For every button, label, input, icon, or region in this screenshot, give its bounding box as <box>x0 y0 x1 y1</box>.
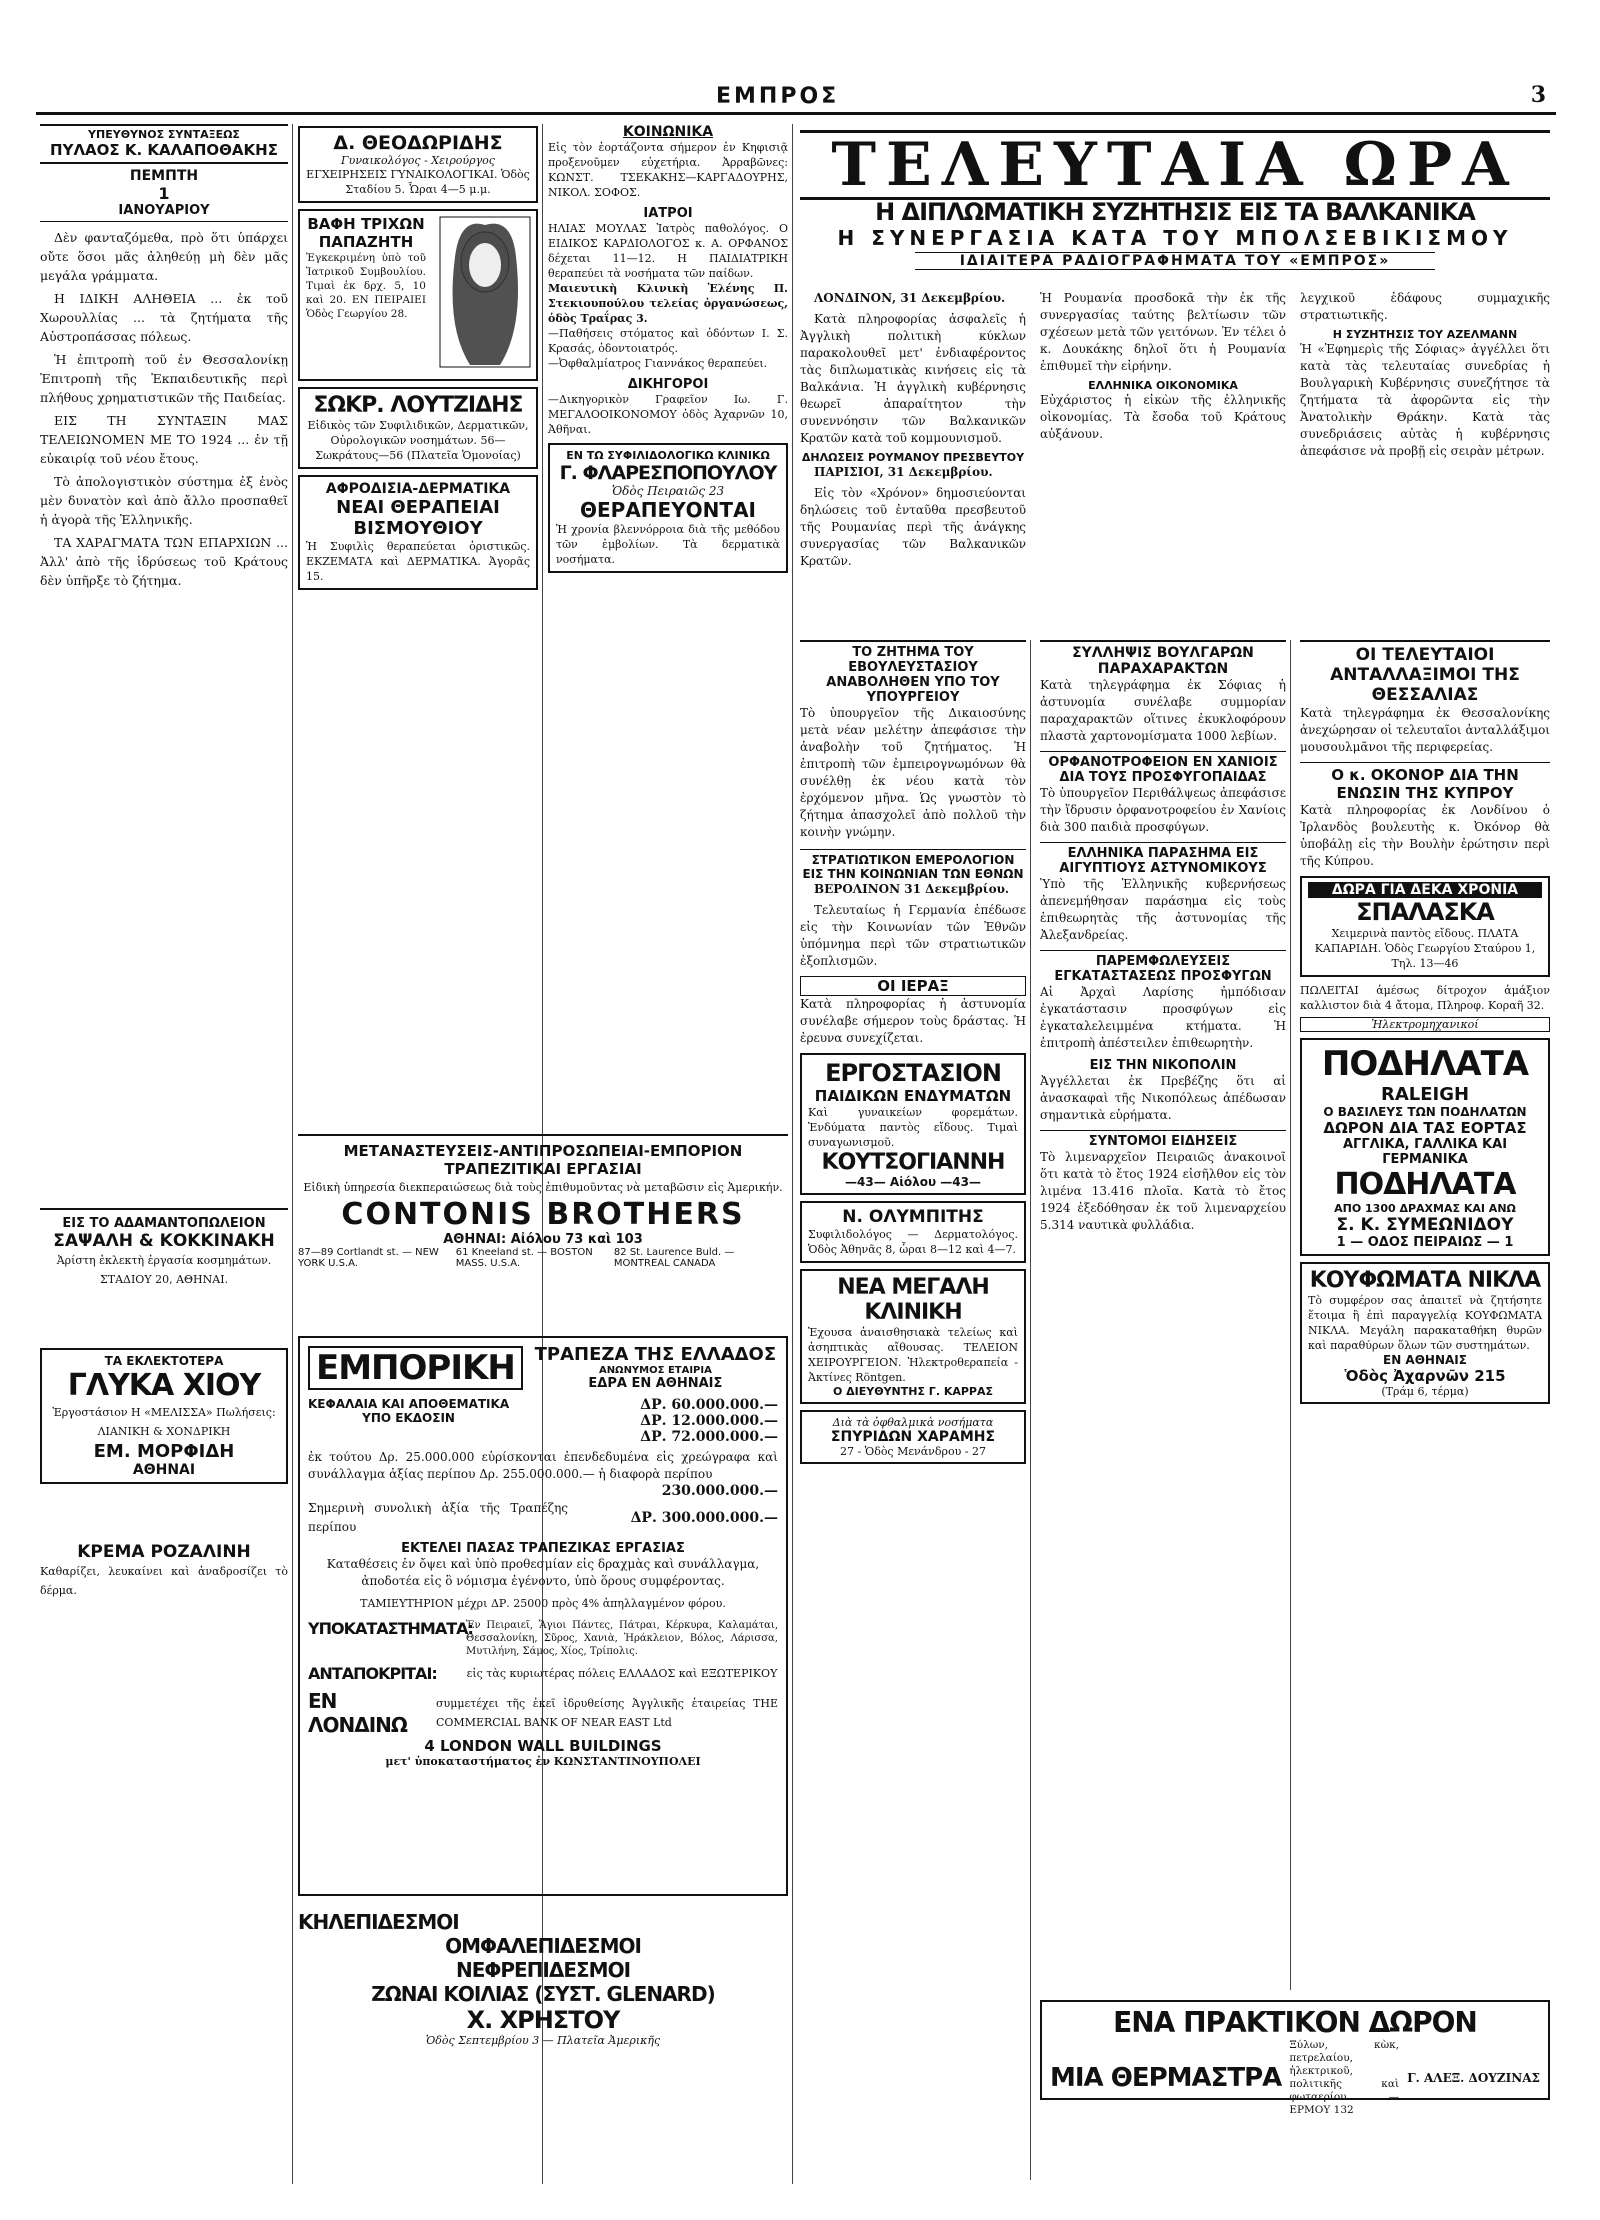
ad-body: Καὶ γυναικείων φορεμάτων. Ἐνδύματα παντὸς εἴδους. Τιμαὶ συναγωνισμοῦ. <box>808 1106 1018 1149</box>
hair-dye-ad <box>298 209 538 381</box>
eye-line: —Ὀφθαλμίατρος Γιαννάκος θεραπεύει. <box>548 357 768 370</box>
ad-title: ΑΦΡΟΔΙΣΙΑ-ΔΕΡΜΑΤΙΚΑ <box>325 481 511 497</box>
ad-address: Ὁδὸς Ἀχαρνῶν 215 <box>1344 1367 1506 1385</box>
london-address: 4 LONDON WALL BUILDINGS <box>424 1737 662 1755</box>
ad-brand: RALEIGH <box>1380 1084 1470 1105</box>
savings-line: ΤΑΜΙΕΥΤΗΡΙΟΝ μέχρι ΔΡ. 25000 πρὸς 4% ἀπηλλαγμένον φόρου. <box>360 1597 726 1610</box>
capital-row <box>308 1397 778 1445</box>
paragraph: Κατὰ πληροφορίας ἀσφαλεῖς ἡ Ἀγγλικὴ πολιτικὴ κύκλων παρακολουθεῖ μετ' ἐνδιαφέροντος τὰς διπλωματικὰς κινήσεις εἰς τὰ Βαλκάνια. Ἡ ἀγγλικὴ κυβέρνησις θεωρεῖ ἀπαραίτητον τὴν συνεννόησιν τῶν Βαλκανικῶν Κρατῶν κατὰ τοῦ κομμουνισμοῦ. <box>800 312 1026 445</box>
ad-body: Ξύλων, κὼκ, πετρελαίου, ἠλεκτρικοῦ, πολιτικῆς καὶ φωταερίου — ΕΡΜΟΥ 132 <box>1289 2039 1400 2116</box>
headline-2: Η ΣΥΝΕΡΓΑΣΙΑ ΚΑΤΑ ΤΟΥ ΜΠΟΛΣΕΒΙΚΙΣΜΟΥ <box>837 226 1513 250</box>
lawyers-title: ΔΙΚΗΓΟΡΟΙ <box>627 377 709 392</box>
editor-name: ΠΥΛΑΟΣ Κ. ΚΑΛΑΠΟΘΑΚΗΣ <box>40 141 288 164</box>
last-hour-col-1 <box>800 290 1026 630</box>
ad-title: ΚΟΥΦΩΜΑΤΑ ΝΙΚΛΑ <box>1309 1268 1541 1293</box>
clothing-factory-ad <box>800 1053 1026 1195</box>
news-title: ΠΑΡΕΜΦΩΛΕΥΣΕΙΣ ΕΓΚΑΤΑΣΤΑΣΕΩΣ ΠΡΟΣΦΥΓΩΝ <box>1040 950 1286 984</box>
news-body: Ἀγγέλλεται ἐκ Πρεβέζης ὅτι αἱ ἀνασκαφαὶ τῆς Νικοπόλεως ἀπέδωσαν σημαντικὰ εὑρήματα. <box>1040 1074 1286 1122</box>
london-row <box>308 1689 778 1737</box>
correspondents-body: εἰς τὰς κυριωτέρας πόλεις ΕΛΛΑΔΟΣ καὶ ΕΞΩΤΕΡΙΚΟΥ <box>466 1667 778 1680</box>
bank-para: ἐκ τούτου Δρ. 25.000.000 εὑρίσκονται ἐπενδεδυμένα εἰς χρεώγραφα καὶ συνάλλαγμα ἀξίας περίπου Δρ. 255.000.000.— ἡ διαφορὰ περίπου <box>308 1450 778 1481</box>
bicycles-ad <box>1300 1038 1550 1256</box>
ad-city: ΑΘΗΝΑΙ <box>132 1462 196 1478</box>
belt-seller: Χ. ΧΡΗΣΤΟΥ <box>466 2006 620 2034</box>
news-column-b <box>1040 640 1286 1980</box>
capital-sub: ΥΠΟ ΕΚΔΟΣΙΝ <box>362 1411 455 1425</box>
paragraph: Ἡ ἐπιτροπὴ τοῦ ἐν Θεσσαλονίκῃ Ἐπιτροπὴ τῆς Ἐκπαιδευτικῆς περὶ πλήθους χρηματιστικῶν τῆς Παιδείας. <box>40 352 288 405</box>
cream-ad <box>40 1542 288 1600</box>
ad-title: ΕΝΑ ΠΡΑΚΤΙΚΟΝ ΔΩΡΟΝ <box>1113 2006 1477 2039</box>
date-month: ΙΑΝΟΥΑΡΙΟΥ <box>40 203 288 222</box>
ad-body: Ἐχουσα ἀναισθησιακὰ τελείως καὶ ἀσηπτικὰς αἴθουσας. ΤΕΛΕΙΟΝ ΧΕΙΡΟΥΡΓΕΙΟΝ. Ἠλεκτροθεραπεία - Ἀκτίνες Röntgen. <box>808 1326 1018 1384</box>
dateline: ΠΑΡΙΣΙΟΙ, 31 Δεκεμβρίου. <box>814 465 993 479</box>
dateline: ΛΟΝΔΙΝΟΝ, 31 Δεκεμβρίου. <box>814 291 1006 305</box>
news-body: Τὸ ὑπουργεῖον τῆς Δικαιοσύνης μετὰ νέαν μελέτην ἀπεφάσισε τὴν ἀναβολὴν τοῦ ζητήματος. Ἡ ἐπιτροπὴ τῶν ἐμπειρογνωμόνων θὰ συνέλθῃ ἐκ νέου κατὰ τὸν ἐρχόμενον μῆνα. Ὡς γνωστὸν τὸ ζήτημα ἀπασχολεῖ ἀπὸ πολλοῦ τὴν κοινὴν γνώμην. <box>800 706 1026 839</box>
paragraph: Η ΙΔΙΚΗ ΑΛΗΘΕΙΑ ... ἐκ τοῦ Χωρουλλίας ... τὰ ζητήματα τῆς Αὐστροπάσσας πόλεως. <box>40 291 288 344</box>
ad-director: Ο ΔΙΕΥΘΥΝΤΗΣ Γ. ΚΑΡΡΑΣ <box>832 1385 994 1398</box>
paragraph: ΤΑ ΧΑΡΑΓΜΑΤΑ ΤΩΝ ΕΠΑΡΧΙΩΝ ... Ἀλλ' ἀπὸ τῆς ἱδρύσεως τοῦ Κράτους δὲν ὑπῆρξε τὸ ζήτημα. <box>40 535 288 588</box>
paragraph: Τὸ ἀπολογιστικὸν σύστημα ἐξ ἐνὸς μὲν δυνατὸν καὶ ἀπὸ ἄλλο προσπαθεῖ ἡ ἀγορὰ τῆς Ἑλληνικῆς. <box>40 474 288 527</box>
headline-1: Η ΔΙΠΛΩΜΑΤΙΚΗ ΣΥΖΗΤΗΣΙΣ ΕΙΣ ΤΑ ΒΑΛΚΑΝΙΚΑ <box>875 198 1475 226</box>
doctor-name: Δ. ΘΕΟΔΩΡΙΔΗΣ <box>333 132 503 154</box>
ad-body: Ἐγκεκριμένη ὑπὸ τοῦ Ἰατρικοῦ Συμβουλίου. Τιμαὶ ἐκ δρχ. 5, 10 καὶ 20. ΕΝ ΠΕΙΡΑΙΕΙ Ὁδὸς Γεωργίου 28. <box>306 252 426 320</box>
branch-addresses <box>298 1247 788 1269</box>
ad-title: Ν. ΟΛΥΜΠΙΤΗΣ <box>842 1207 984 1227</box>
ad-title: ΝΕΑ ΜΕΓΑΛΗ ΚΛΙΝΙΚΗ <box>837 1275 989 1325</box>
branch-ny: 87—89 Cortlandt st. — NEW YORK U.S.A. <box>298 1247 439 1269</box>
ad-title: ΕΙΣ ΤΟ ΑΔΑΜΑΝΤΟΠΩΛΕΙΟΝ <box>62 1216 266 1231</box>
belts-ad <box>298 1910 788 2100</box>
banner-text: ΤΕΛΕΥΤΑΙΑ ΩΡΑ <box>831 130 1519 200</box>
news-body: Κατὰ πληροφορίας ἡ ἀστυνομία συνέλαβε σήμερον τοὺς δράστας. Ἡ ἐρευνα συνεχίζεται. <box>800 997 1026 1045</box>
ad-subtitle: ΘΕΡΑΠΕΥΟΝΤΑΙ <box>580 498 756 522</box>
ad-title: ΚΡΕΜΑ ΡΟΖΑΛΙΝΗ <box>77 1542 251 1562</box>
ad-address: 1 — ΟΔΟΣ ΠΕΙΡΑΙΩΣ — 1 <box>1336 1235 1514 1250</box>
column-divider <box>1030 640 1031 2180</box>
last-hour-col-2 <box>1040 290 1286 630</box>
ad-body: Ἡ χρονία βλεννόρροια διὰ τῆς μεθόδου τῶν ἐμβολίων. Τὰ δερματικὰ νοσήματα. <box>556 523 780 566</box>
amount: ΔΡ. 300.000.000.— <box>630 1510 778 1526</box>
last-hour-col-3 <box>1300 290 1550 630</box>
ad-title: ΜΕΤΑΝΑΣΤΕΥΣΕΙΣ-ΑΝΤΙΠΡΟΣΩΠΕΙΑΙ-ΕΜΠΟΡΙΟΝ <box>343 1142 743 1160</box>
ad-title: Διὰ τὰ ὀφθαλμικὰ νοσήματα <box>832 1416 994 1429</box>
capital-label: ΚΕΦΑΛΑΙΑ ΚΑΙ ΑΠΟΘΕΜΑΤΙΚΑ <box>308 1397 510 1411</box>
ad-body: ΑΓΓΛΙΚΑ, ΓΑΛΛΙΚΑ ΚΑΙ ΓΕΡΜΑΝΙΚΑ <box>1342 1137 1508 1167</box>
bank-header <box>308 1344 778 1391</box>
bank-ad <box>298 1336 788 1896</box>
ad-body: Χειμερινὰ παντὸς εἴδους. ΠΛΑΤΑ ΚΑΠΑΡΙΔΗ. Ὁδὸς Γεωργίου Σταύρου 1, Τηλ. 13—46 <box>1314 927 1536 970</box>
gynecologist-ad <box>298 126 538 203</box>
sale-notice: ΠΩΛΕΙΤΑΙ ἀμέσως δίτροχον ἁμάξιον καλλιστον διὰ 4 ἄτομα, Πληροφ. Κοραῆ 32. <box>1300 984 1550 1012</box>
olympitis-ad <box>800 1201 1026 1263</box>
belt-address: Ὁδὸς Σεπτεμβρίου 3 — Πλατεῖα Ἀμερικῆς <box>425 2034 661 2047</box>
syphilis-clinic-ad <box>548 443 788 573</box>
date-number: 1 <box>158 184 170 203</box>
branch-boston: 61 Kneeland st. — BOSTON MASS. U.S.A. <box>455 1247 593 1269</box>
ad-gift: ΔΩΡΟΝ ΔΙΑ ΤΑΣ ΕΟΡΤΑΣ <box>1323 1119 1527 1137</box>
amount: ΔΡ. 12.000.000.— <box>640 1413 778 1429</box>
emigration-ad <box>298 1128 788 1328</box>
news-title: ΣΤΡΑΤΙΩΤΙΚΟΝ ΕΜΕΡΟΛΟΓΙΟΝ ΕΙΣ ΤΗΝ ΚΟΙΝΩΝΙΑΝ ΤΩΝ ΕΘΝΩΝ <box>800 849 1026 881</box>
doctors-title: ΙΑΤΡΟΙ <box>643 206 693 221</box>
doctor-specialty: Γυναικολόγος - Χειρούργος <box>341 154 495 167</box>
doctor-name: ΣΩΚΡ. ΛΟΥΤΖΙΔΗΣ <box>313 393 523 418</box>
ad-agent: ΕΜ. ΜΟΡΦΙΔΗ <box>93 1441 235 1462</box>
news-body: Ὑπὸ τῆς Ἑλληνικῆς κυβερνήσεως ἀπενεμήθησαν παράσημα εἰς τοὺς ἐπιθεωρητὰς τῆς ἀστυνομίας τῆς Ἀλεξανδρείας. <box>1040 877 1286 942</box>
subhead: ΕΛΛΗΝΙΚΑ ΟΙΚΟΝΟΜΙΚΑ <box>1088 379 1238 392</box>
paper-name: ΕΜΠΡΟΣ <box>716 84 840 109</box>
woman-portrait-icon <box>440 217 530 367</box>
column-divider <box>292 124 293 2184</box>
dateline: ΒΕΡΟΛΙΝΟΝ 31 Δεκεμβρίου. <box>814 882 1010 896</box>
dentist-line: —Παθήσεις στόματος καὶ ὀδόντων Ι. Σ. Κρασάς, ὀδοντοιατρός. <box>548 327 788 355</box>
belt-line: ΝΕΦΡΕΠΙΔΕΣΜΟΙ <box>455 1958 631 1982</box>
masthead-rule <box>36 112 1556 115</box>
bank-hq: ΕΔΡΑ ΕΝ ΑΘΗΝΑΙΣ <box>588 1376 723 1391</box>
ad-address: 27 - Ὁδὸς Μενάνδρου - 27 <box>840 1445 986 1458</box>
social-body: Εἰς τὸν ἑορτάζοντα σήμερον ἐν Κηφισιᾷ προξενοῦμεν εὐχετήρια. Ἀρραβῶνες: ΚΩΝΣΤ. ΤΣΕΚΑΚΗΣ—ΚΑΡΓΑΔΟΥΡΗΣ, ΝΙΚΟΛ. ΣΟΦΟΣ. <box>548 141 788 199</box>
news-body <box>800 881 1026 970</box>
venereal-ad <box>298 475 538 590</box>
nickel-windows-ad <box>1300 1262 1550 1404</box>
ad-title: ΠΟΔΗΛΑΤΑ <box>1321 1044 1529 1084</box>
ad-body: Καθαρίζει, λευκαίνει καὶ ἀναδροσίζει τὸ δέρμα. <box>40 1565 288 1597</box>
bank-operations-body: Καταθέσεις ἐν ὄψει καὶ ὑπὸ προθεσμίαν εἰς δραχμὰς καὶ συνάλλαγμα, ἀποδοτέα εἰς ὃ νόμισμα ἐγένοντο, ὑπὸ ὅρους συμφέροντας. <box>326 1557 760 1588</box>
ad-subtitle: ΝΕΑΙ ΘΕΡΑΠΕΙΑΙ <box>336 497 500 518</box>
news-title: ΕΛΛΗΝΙΚΑ ΠΑΡΑΣΗΜΑ ΕΙΣ ΑΙΓΥΠΤΙΟΥΣ ΑΣΤΥΝΟΜΙΚΟΥΣ <box>1040 842 1286 876</box>
right-column <box>1300 640 1550 1990</box>
london-body: συμμετέχει τῆς ἐκεῖ ἱδρυθείσης Ἀγγλικῆς ἑταιρείας THE COMMERCIAL BANK OF NEAR EAST Ltd <box>436 1697 778 1729</box>
headline-3: ΙΔΙΑΙΤΕΡΑ ΡΑΔΙΟΓΡΑΦΗΜΑΤΑ ΤΟΥ «ΕΜΠΡΟΣ» <box>915 252 1435 270</box>
dermatologist-ad <box>298 387 538 469</box>
news-column-a <box>800 640 1026 2180</box>
ophthalmologist-ad <box>800 1410 1026 1464</box>
capital-labels <box>308 1397 509 1445</box>
ad-body: Συφιλιδολόγος — Δερματολόγος. Ὁδὸς Ἀθηνᾶς 8, ὧραι 8—12 καὶ 4—7. <box>808 1228 1018 1256</box>
paragraph: Δὲν φανταζόμεθα, πρὸ ὅτι ὑπάρχει οὔτε ὅσοι μᾶς ἀληθεύῃ μὴ δὲν μᾶς μεγάλα γράμματα. <box>40 230 288 283</box>
column-2 <box>298 124 538 1144</box>
jeweler-ad <box>40 1202 288 1289</box>
correspondents-label: ΑΝΤΑΠΟΚΡΙΤΑΙ: <box>308 1664 437 1683</box>
deposits-row <box>308 1499 778 1537</box>
london-label: ΕΝ ΛΟΝΔΙΝΩ <box>308 1689 407 1737</box>
ad-title: ΕΡΓΟΣΤΑΣΙΟΝ <box>825 1059 1001 1087</box>
company-address: ΑΘΗΝΑΙ: Αἰόλου 73 καὶ 103 <box>443 1232 643 1247</box>
news-body: Τὸ ὑπουργεῖον Περιθάλψεως ἀπεφάσισε τὴν ἵδρυσιν ὀρφανοτροφείου ἐν Χανίοις διὰ 300 παιδιὰ προσφύγων. <box>1040 786 1286 834</box>
correspondents-row <box>308 1664 778 1683</box>
amount: ΔΡ. 72.000.000.— <box>640 1429 778 1445</box>
column-3 <box>548 124 788 1144</box>
belt-line: ΖΩΝΑΙ ΚΟΙΛΙΑΣ (ΣΥΣΤ. GLENARD) <box>371 1982 715 2006</box>
heater-row <box>1050 2039 1540 2117</box>
gifts-ad <box>1300 876 1550 977</box>
ad-name: Γ. ΑΛΕΞ. ΔΟΥΖΙΝΑΣ <box>1407 2071 1540 2085</box>
branches-list: Ἐν Πειραιεῖ, Ἅγιοι Πάντες, Πάτραι, Κέρκυρα, Καλαμάται, Θεσσαλονίκη, Σῦρος, Χανιὰ, Ἡράκλειον, Βόλος, Λάρισσα, Μυτιλήνη, Σάμος, Χίος, Τρίπολις. <box>466 1620 778 1657</box>
last-hour-banner <box>800 130 1550 200</box>
electricians-label: Ἠλεκτρομηχανικοί <box>1300 1017 1550 1032</box>
ad-city: ΕΝ ΑΘΗΝΑΙΣ <box>1383 1353 1467 1367</box>
editorial-text <box>40 228 288 590</box>
ad-price: ΑΠΟ 1300 ΔΡΑΧΜΑΣ ΚΑΙ ΑΝΩ <box>1334 1202 1516 1215</box>
day-name: ΠΕΜΠΤΗ <box>129 168 199 184</box>
heater-ad <box>1040 2000 1550 2116</box>
ad-dealer: Σ. Κ. ΣΥΜΕΩΝΙΔΟΥ <box>1336 1215 1514 1235</box>
column-divider <box>1290 640 1291 1990</box>
paragraph: λεγχικοῦ ἐδάφους συμμαχικῆς στρατιωτικῆς. <box>1300 291 1550 322</box>
last-hour-heads <box>800 198 1550 278</box>
ad-subtitle: ΤΡΑΠΕΖΙΤΙΚΑΙ ΕΡΓΑΣΙΑΙ <box>444 1160 642 1178</box>
bank-full-name: ΤΡΑΠΕΖΑ ΤΗΣ ΕΛΛΑΔΟΣ <box>534 1344 777 1365</box>
london-const: μετ' ὑποκαταστήματος ἐν ΚΩΝΣΤΑΝΤΙΝΟΥΠΟΛΕΙ <box>385 1755 701 1768</box>
ad-subtitle: ΜΙΑ ΘΕΡΜΑΣΤΡΑ <box>1050 2063 1282 2093</box>
divider <box>40 1208 288 1210</box>
clinic-line: Μαιευτικὴ Κλινικὴ Ἑλένης Π. Στεκιουπούλου τελείας ὀργανώσεως, ὁδὸς Τραΐρας 3. <box>548 282 788 325</box>
bank-title-group <box>533 1344 778 1391</box>
news-title: Ο κ. ΟΚΟΝΟΡ ΔΙΑ ΤΗΝ ΕΝΩΣΙΝ ΤΗΣ ΚΥΠΡΟΥ <box>1300 762 1550 802</box>
subhead: ΔΗΛΩΣΕΙΣ ΡΟΥΜΑΝΟΥ ΠΡΕΣΒΕΥΤΟΥ <box>801 451 1025 464</box>
news-body-2 <box>800 464 1026 570</box>
ad-name: ΚΟΥΤΣΟΓΙΑΝΝΗ <box>821 1150 1005 1175</box>
bank-name: ΕΜΠΟΡΙΚΗ <box>308 1346 523 1390</box>
ad-title: ΔΩΡΑ ΓΙΑ ΔΕΚΑ ΧΡΟΝΙΑ <box>1308 882 1542 898</box>
ad-body: Εἰδικὴ ὑπηρεσία διεκπεραιώσεως διὰ τοὺς ἐπιθυμοῦντας νὰ μεταβῶσιν εἰς Ἀμερικήν. <box>303 1181 783 1194</box>
subhead: Η ΣΥΖΗΤΗΣΙΣ ΤΟΥ ΑΖΕΛΜΑΝΝ <box>1332 328 1518 341</box>
amount: ΔΡ. 60.000.000.— <box>640 1397 778 1413</box>
paragraph: Ἡ Ρουμανία προσδοκᾶ τὴν ἐκ τῆς συνεργασίας ταύτης βελτίωσιν τῶν σχέσεων μετὰ τῶν γειτόνων. Ἐν τέλει ὁ κ. Δουκάκης δηλοῖ ὅτι ἡ Ρουμανία ἐπιθυμεῖ τὴν εἰρήνην. <box>1040 291 1286 373</box>
ad-body: Τὸ συμφέρον σας ἀπαιτεῖ νὰ ζητήσητε ἕτοιμα ἢ ἐπὶ παραγγελίᾳ ΚΟΥΦΩΜΑΤΑ ΝΙΚΛΑ. Μεγάλη παρακαταθήκη θυρῶν καὶ παραθύρων ὅλων τῶν συστημάτων. <box>1308 1294 1542 1352</box>
deposits-label: Σημερινὴ συνολικὴ ἀξία τῆς Τραπέζης περίπου <box>308 1501 568 1534</box>
editor-label: ΥΠΕΥΘΥΝΟΣ ΣΥΝΤΑΞΕΩΣ <box>40 124 288 141</box>
news-title: ΟΙ ΙΕΡΑΞ <box>800 976 1026 996</box>
ad-name: Γ. ΦΛΑΡΕΣΠΟΠΟΥΛΟΥ <box>559 462 777 484</box>
ad-body: Ἡ Συφιλὶς θεραπεύεται ὁριστικῶς. ΕΚΖΕΜΑΤΑ καὶ ΔΕΡΜΑΤΙΚΑ. Ἀγορᾶς 15. <box>306 540 530 583</box>
news-title: ΟΡΦΑΝΟΤΡΟΦΕΙΟΝ ΕΝ ΧΑΝΙΟΙΣ ΔΙΑ ΤΟΥΣ ΠΡΟΣΦΥΓΟΠΑΙΔΑΣ <box>1040 751 1286 785</box>
belt-line: ΟΜΦΑΛΕΠΙΔΕΣΜΟΙ <box>445 1934 641 1958</box>
news-body: Κατὰ τηλεγράφημα ἐκ Σόφιας ἡ ἀστυνομία συνέλαβε συμμορίαν παραχαρακτῶν οἵτινες ἐκυκλοφόρουν πλαστὰ χαρτονομίσματα 1000 λεβίων. <box>1040 678 1286 743</box>
ad-title: ΕΝ ΤΩ ΣΥΦΙΛΙΔΟΛΟΓΙΚΩ ΚΛΙΝΙΚΩ <box>566 449 770 462</box>
news-title: ΣΥΛΛΗΨΙΣ ΒΟΥΛΓΑΡΩΝ ΠΑΡΑΧΑΡΑΚΤΩΝ <box>1040 640 1286 677</box>
news-body <box>800 290 1026 447</box>
ad-tram: (Τράμ 6, τέρμα) <box>1381 1385 1469 1398</box>
news-title: ΟΙ ΤΕΛΕΥΤΑΙΟΙ ΑΝΤΑΛΛΑΞΙΜΟΙ ΤΗΣ ΘΕΣΣΑΛΙΑΣ <box>1300 640 1550 705</box>
ad-body: Ἐργοστάσιον Η «ΜΕΛΙΣΣΑ» Πωλήσεις: ΛΙΑΝΙΚΗ & ΧΟΝΔΡΙΚΗ <box>52 1406 276 1438</box>
paragraph: ΕΙΣ ΤΗ ΣΥΝΤΑΞΙΝ ΜΑΣ ΤΕΛΕΙΩΝΟΜΕΝ ΜΕ ΤΟ 1924 ... ἐν τῇ εὐκαιρίᾳ τοῦ νέου ἔτους. <box>40 413 288 466</box>
amount: 230.000.000.— <box>661 1483 778 1499</box>
news-body: Τὸ λιμεναρχεῖον Πειραιῶς ἀνακοινοῖ ὅτι κατὰ τὸ ἔτος 1924 εἰσῆλθον εἰς τὸν λιμένα 13.416 πλοῖα. Κατὰ τὸ ἔτος 1924 ἐξεδόθησαν ἐκ τοῦ λιμεναρχείου 5.314 ναυτικὰ φυλλάδια. <box>1040 1150 1286 1232</box>
belt-line: ΚΗΛΕΠΙΔΕΣΜΟΙ <box>298 1910 459 1934</box>
news-body: Αἱ Ἀρχαὶ Λαρίσης ἠμπόδισαν ἐγκατάστασιν προσφύγων εἰς ἐγκαταλελειμμένα κτήματα. Ἡ ἐπιτροπὴ ἀπέστειλεν ἐπιθεωρητὴν. <box>1040 985 1286 1050</box>
social-title: ΚΟΙΝΩΝΙΚΑ <box>622 124 714 140</box>
lawyers-body: —Δικηγορικὸν Γραφεῖον Ιω. Γ. ΜΕΓΑΛΟΟΙΚΟΝΟΜΟΥ ὁδὸς Ἀχαρνῶν 10, Ἀθῆναι. <box>548 393 788 436</box>
capital-amounts <box>640 1397 778 1445</box>
ad-title: ΤΑ ΕΚΛΕΚΤΟΤΕΡΑ <box>104 1354 224 1368</box>
ad-subtitle: Ο ΒΑΣΙΛΕΥΣ ΤΩΝ ΠΟΔΗΛΑΤΩΝ <box>1323 1105 1527 1119</box>
news-title: ΣΥΝΤΟΜΟΙ ΕΙΔΗΣΕΙΣ <box>1040 1130 1286 1149</box>
branches-row <box>308 1619 778 1658</box>
bank-sa: ΑΝΩΝΥΜΟΣ ΕΤΑΙΡΙΑ <box>598 1365 712 1376</box>
ad-doctor: ΒΙΣΜΟΥΘΙΟΥ <box>353 518 483 539</box>
column-divider <box>792 124 793 2184</box>
news-title: ΕΙΣ ΤΗΝ ΝΙΚΟΠΟΛΙΝ <box>1089 1058 1237 1073</box>
doctor-details: ΕΓΧΕΙΡΗΣΕΙΣ ΓΥΝΑΙΚΟΛΟΓΙΚΑΙ. Ὁδὸς Σταδίου 5. Ὧραι 4—5 μ.μ. <box>306 168 530 196</box>
ad-name: ΓΛΥΚΑ ΧΙΟΥ <box>67 1368 261 1403</box>
ad-name: ΣΑΨΑΛΗ & ΚΟΚΚΙΝΑΚΗ <box>53 1231 275 1251</box>
company-name: CONTONIS BROTHERS <box>341 1197 745 1232</box>
page-number: 3 <box>1530 82 1546 108</box>
sweets-ad <box>40 1348 288 1484</box>
divider <box>298 1134 788 1136</box>
news-body: Κατὰ τηλεγράφημα ἐκ Θεσσαλονίκης ἀνεχώρησαν οἱ τελευταῖοι ἀνταλλάξιμοι μουσουλμᾶνοι τῆς περιφερείας. <box>1300 706 1550 754</box>
masthead <box>36 82 1556 120</box>
ad-title: ΒΑΦΗ ΤΡΙΧΩΝ ΠΑΠΑΖΗΤΗ <box>307 215 425 251</box>
ad-body: Ἀρίστη ἐκλεκτὴ ἐργασία κοσμημάτων. ΣΤΑΔΙΟΥ 20, ΑΘΗΝΑΙ. <box>56 1254 272 1286</box>
big-clinic-ad <box>800 1269 1026 1404</box>
ad-name: ΣΠΥΡΙΔΩΝ ΧΑΡΑΜΗΣ <box>830 1429 996 1445</box>
branch-montreal: 82 St. Laurence Buld. — MONTREAL CANADA <box>613 1247 735 1269</box>
bank-operations: ΕΚΤΕΛΕΙ ΠΑΣΑΣ ΤΡΑΠΕΖΙΚΑΣ ΕΡΓΑΣΙΑΣ <box>401 1541 685 1556</box>
column-1 <box>40 124 288 2184</box>
ad-address: Ὁδὸς Πειραιῶς 23 <box>611 484 725 498</box>
ad-subtitle: ΣΠΑΛΑΣΚΑ <box>1356 898 1494 926</box>
ad-title-2: ΠΟΔΗΛΑΤΑ <box>1334 1167 1516 1202</box>
news-body: Κατὰ πληροφορίας ἐκ Λονδίνου ὁ Ἰρλανδὸς βουλευτὴς κ. Ὀκόνορ θὰ ὑποβάλῃ εἰς τὴν Βουλὴν ἐρώτησιν περὶ τῆς Κύπρου. <box>1300 803 1550 868</box>
paragraph: Ἡ «Ἐφημερὶς τῆς Σόφιας» ἀγγέλλει ὅτι κατὰ τὰς τελευταίας συνεδρίας ἡ Βουλγαρικὴ Κυβέρνησις συνεζήτησε τὰ ζητήματα τὰ ἀφορῶντα εἰς τὴν Ἀνατολικὴν Θράκην. Κατὰ τὰς συνεδριάσεις αὐτὰς ἡ κυβέρνησις ἀπεφάσισε νὰ προβῇ εἰς σειρὰν μέτρων. <box>1300 342 1550 458</box>
doctor-details: Εἰδικὸς τῶν Συφιλιδικῶν, Δερματικῶν, Οὐρολογικῶν νοσημάτων. 56—Σωκράτους—56 (Πλατεῖα Ὁμονοίας) <box>307 419 529 462</box>
paragraph: Τελευταίως ἡ Γερμανία ἐπέδωσε εἰς τὴν Κοινωνίαν τῶν Ἐθνῶν ὑπόμνημα περὶ τῶν στρατιωτικῶν ἐξοπλισμῶν. <box>800 903 1026 968</box>
doctors-body: ΗΛΙΑΣ ΜΟΥΛΑΣ Ἰατρὸς παθολόγος. Ο ΕΙΔΙΚΟΣ ΚΑΡΔΙΟΛΟΓΟΣ κ. Α. ΟΡΦΑΝΟΣ δέχεται 11—12. Η ΠΑΙΔΙΑΤΡΙΚΗ θεραπεύει τὰ νοσήματα τῶν παίδων. <box>548 222 788 280</box>
news-title: ΤΟ ΖΗΤΗΜΑ ΤΟΥ ΕΒΟΥΛΕΥΣΤΑΣΙΟΥ ΑΝΑΒΟΛΗΘΕΝ ΥΠΟ ΤΟΥ ΥΠΟΥΡΓΕΙΟΥ <box>800 640 1026 705</box>
branches-label: ΥΠΟΚΑΤΑΣΤΗΜΑΤΑ: <box>308 1619 473 1638</box>
paragraph: Εἰς τὸν «Χρόνον» δημοσιεύονται δηλώσεις τοῦ ἐνταῦθα πρεσβευτοῦ τῆς Ρουμανίας περὶ τῆς ἀνάγκης συνεργασίας τῶν Βαλκανικῶν Κρατῶν. <box>800 486 1026 568</box>
ad-subtitle: ΠΑΙΔΙΚΩΝ ΕΝΔΥΜΑΤΩΝ <box>814 1087 1012 1105</box>
ad-address: —43— Αἰόλου —43— <box>845 1175 981 1189</box>
paragraph: Εὐχάριστος ἡ εἰκὼν τῆς ἐλληνικῆς οἰκονομίας. Τὰ ἔσοδα τοῦ Κράτους αὐξάνουν. <box>1040 393 1286 441</box>
